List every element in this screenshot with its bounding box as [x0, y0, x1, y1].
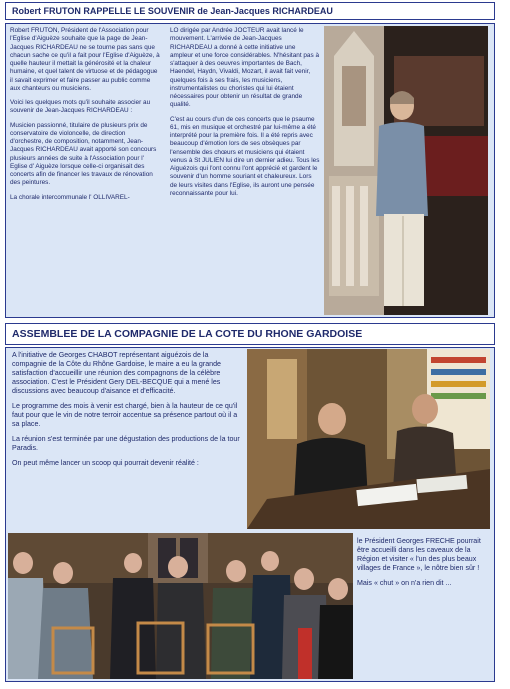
section2-title: ASSEMBLEE DE LA COMPAGNIE DE LA COTE DU RHONE GARDOISE: [5, 323, 495, 345]
paragraph: La chorale intercommunale l' OLLIVAREL-: [10, 193, 130, 201]
paragraph: LO dirigée par Andrée JOCTEUR avait lancé le mouvement. L'arrivée de Jean-Jacques RICHARDEAU a donné à cette initiative une ampleur et une force considérables. N'hésitant pas à s'attaquer à des oeuvres importantes de Bach, Haendel, Haydn, Vivaldi, Mozart, il avait fait venir, quelques fois à ses frais, les musiciens, instrumentalistes ou choristes qui lui étaient nécessaires pour obtenir un résultat de grande qualité.: [170, 27, 320, 109]
paragraph: Le programme des mois à venir est chargé, bien à la hauteur de ce qu'il faut pour que le vin de notre terroir accentue sa présence partout où il a sa place.: [12, 402, 238, 428]
section1-column-2: [170, 27, 320, 204]
paragraph: Voici les quelques mots qu'il souhaite associer au souvenir de Jean-Jacques RICHARDEAU :: [10, 99, 151, 115]
paragraph: Musicien passionné, titulaire de plusieurs prix de conservatoire de violoncelle, de direction d'orchestre, de composition, notamment, Jean-Jacques RICHARDEAU avait apporté son concours plusieurs années de suite à l'Association pour l' Eglise d' Aiguèze lorsque celle-ci organisait des concerts afin de financer les travaux de rénovation des peintures.: [10, 121, 157, 187]
section1-title: Robert FRUTON RAPPELLE LE SOUVENIR de Jean-Jacques RICHARDEAU: [5, 2, 495, 20]
paragraph: Mais « chut » on n'a rien dit ...: [357, 579, 452, 587]
audience-photo: [8, 533, 353, 679]
paragraph: A l'initiative de Georges CHABOT représentant aiguézois de la compagnie de la Côte du Rhône Gardoise, le maire a eu la grande satisfaction d'accueillir une réunion des compagnons de la célèbre association. C'est le Président Gery DEL-BECQUE qui a mené les discussions avec beaucoup d'aisance et d'efficacité.: [12, 351, 222, 395]
section2-text: [12, 351, 245, 474]
paragraph: le Président Georges FRECHE pourrait être accueilli dans les caveaux de la Région et visiter « l'un des plus beaux villages de France », le nôtre bien sûr !: [357, 537, 481, 572]
paragraph: C'est au cours d'un de ces concerts que le psaume 61, mis en musique et orchestré par lui-même a été interprété pour la première fois. Il a été repris avec beaucoup d'émotion lors de ses obsèques par l'ensemble des chœurs et musiciens qui étaient venus à St JULIEN lui dire un dernier adieu. Tous les Aiguézois qui l'ont connu l'ont apprécié et gardent le souvenir d'un homme souriant et chaleureux. Lors de leurs visites dans l'Eglise, ils auront une pensée reconnaissante pour lui.: [170, 115, 320, 197]
section1-column-1: [10, 27, 160, 208]
paragraph: La réunion s'est terminée par une dégustation des productions de la tour Paradis.: [12, 435, 240, 452]
paragraph: On peut même lancer un scoop qui pourrait devenir réalité :: [12, 459, 199, 467]
paragraph: Robert FRUTON, Président de l'Association pour l'Eglise d'Aiguèze souhaite que la page de Jean-Jacques RICHARDEAU ne se tourne pas sans que chacun sache ce qu'il a fait pour l'Eglise d'Aiguèze, à quelle hauteur il mettait la générosité et la chaleur humaine, et quel talent de virtuose et de pédagogue il savait exprimer et faire passer au public comme aux chanteurs ou musiciens.: [10, 27, 160, 92]
meeting-photo: [247, 349, 490, 529]
church-photo: [324, 26, 488, 315]
scoop-text: [357, 537, 489, 594]
